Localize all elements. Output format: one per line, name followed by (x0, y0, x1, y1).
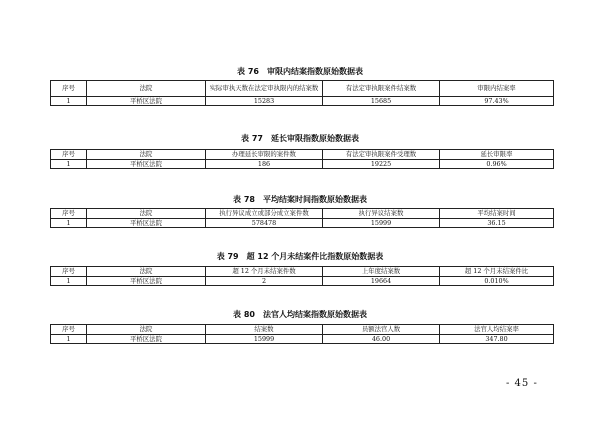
header-cell: 超 12 个月未结案件比 (440, 267, 554, 277)
cell: 186 (206, 160, 323, 169)
cell: 平桥区法院 (87, 97, 206, 106)
table-76-caption: 表 76 审限内结案指数原始数据表 (237, 67, 363, 76)
cell: 15685 (323, 97, 440, 106)
header-cell: 法院 (87, 150, 206, 160)
table-header-row (51, 325, 554, 335)
header-cell: 法院 (87, 209, 206, 219)
header-cell: 上年度结案数 (323, 267, 440, 277)
cell: 平桥区法院 (87, 277, 206, 286)
cell: 1 (51, 219, 87, 228)
table-header-row (51, 209, 554, 219)
table-76 (50, 80, 554, 106)
cell: 347.80 (440, 335, 554, 344)
cell: 平桥区法院 (87, 335, 206, 344)
cell: 46.00 (323, 335, 440, 344)
header-cell: 办理延长审限的案件数 (206, 150, 323, 160)
header-cell: 序号 (51, 150, 87, 160)
cell: 平桥区法院 (87, 160, 206, 169)
table-78 (50, 208, 554, 228)
header-cell: 超 12 个月未结案件数 (206, 267, 323, 277)
cell: 15283 (206, 97, 323, 106)
header-cell: 法官人均结案率 (440, 325, 554, 335)
header-cell: 法院 (87, 267, 206, 277)
header-cell: 有法定审执限案件受理数 (323, 150, 440, 160)
table-80 (50, 324, 554, 344)
table-row (51, 335, 554, 344)
table-header-row (51, 150, 554, 160)
table-77 (50, 149, 554, 169)
cell: 2 (206, 277, 323, 286)
cell: 平桥区法院 (87, 219, 206, 228)
table-77-caption: 表 77 延长审限指数原始数据表 (241, 134, 359, 143)
header-cell: 结案数 (206, 325, 323, 335)
table-78-caption: 表 78 平均结案时间指数原始数据表 (233, 195, 367, 204)
header-cell: 审限内结案率 (440, 81, 554, 97)
header-cell: 法院 (87, 325, 206, 335)
table-row (51, 277, 554, 286)
header-cell: 序号 (51, 267, 87, 277)
table-header-row (51, 81, 554, 97)
header-cell: 延长审限率 (440, 150, 554, 160)
cell: 0.96% (440, 160, 554, 169)
header-cell: 平均结案时间 (440, 209, 554, 219)
header-cell: 员额法官人数 (323, 325, 440, 335)
cell: 97.43% (440, 97, 554, 106)
cell: 1 (51, 335, 87, 344)
cell: 1 (51, 160, 87, 169)
header-cell: 执行异议结案数 (323, 209, 440, 219)
header-cell: 有法定审执限案件结案数 (323, 81, 440, 97)
header-cell: 法院 (87, 81, 206, 97)
page-number: - 45 - (506, 378, 538, 389)
cell: 0.010% (440, 277, 554, 286)
header-cell: 实际审执天数在法定审执限内的结案数 (206, 81, 323, 97)
header-cell: 序号 (51, 325, 87, 335)
table-header-row (51, 267, 554, 277)
header-cell: 执行异议成立或部分成立案件数 (206, 209, 323, 219)
cell: 1 (51, 277, 87, 286)
cell: 578478 (206, 219, 323, 228)
cell: 15999 (323, 219, 440, 228)
cell: 19664 (323, 277, 440, 286)
table-80-caption: 表 80 法官人均结案指数原始数据表 (233, 310, 367, 319)
table-79-caption: 表 79 超 12 个月未结案件比指数原始数据表 (216, 252, 384, 261)
table-row (51, 97, 554, 106)
table-row (51, 219, 554, 228)
table-79 (50, 266, 554, 286)
table-row (51, 160, 554, 169)
cell: 1 (51, 97, 87, 106)
header-cell: 序号 (51, 209, 87, 219)
cell: 36.15 (440, 219, 554, 228)
header-cell: 序号 (51, 81, 87, 97)
cell: 15999 (206, 335, 323, 344)
cell: 19225 (323, 160, 440, 169)
